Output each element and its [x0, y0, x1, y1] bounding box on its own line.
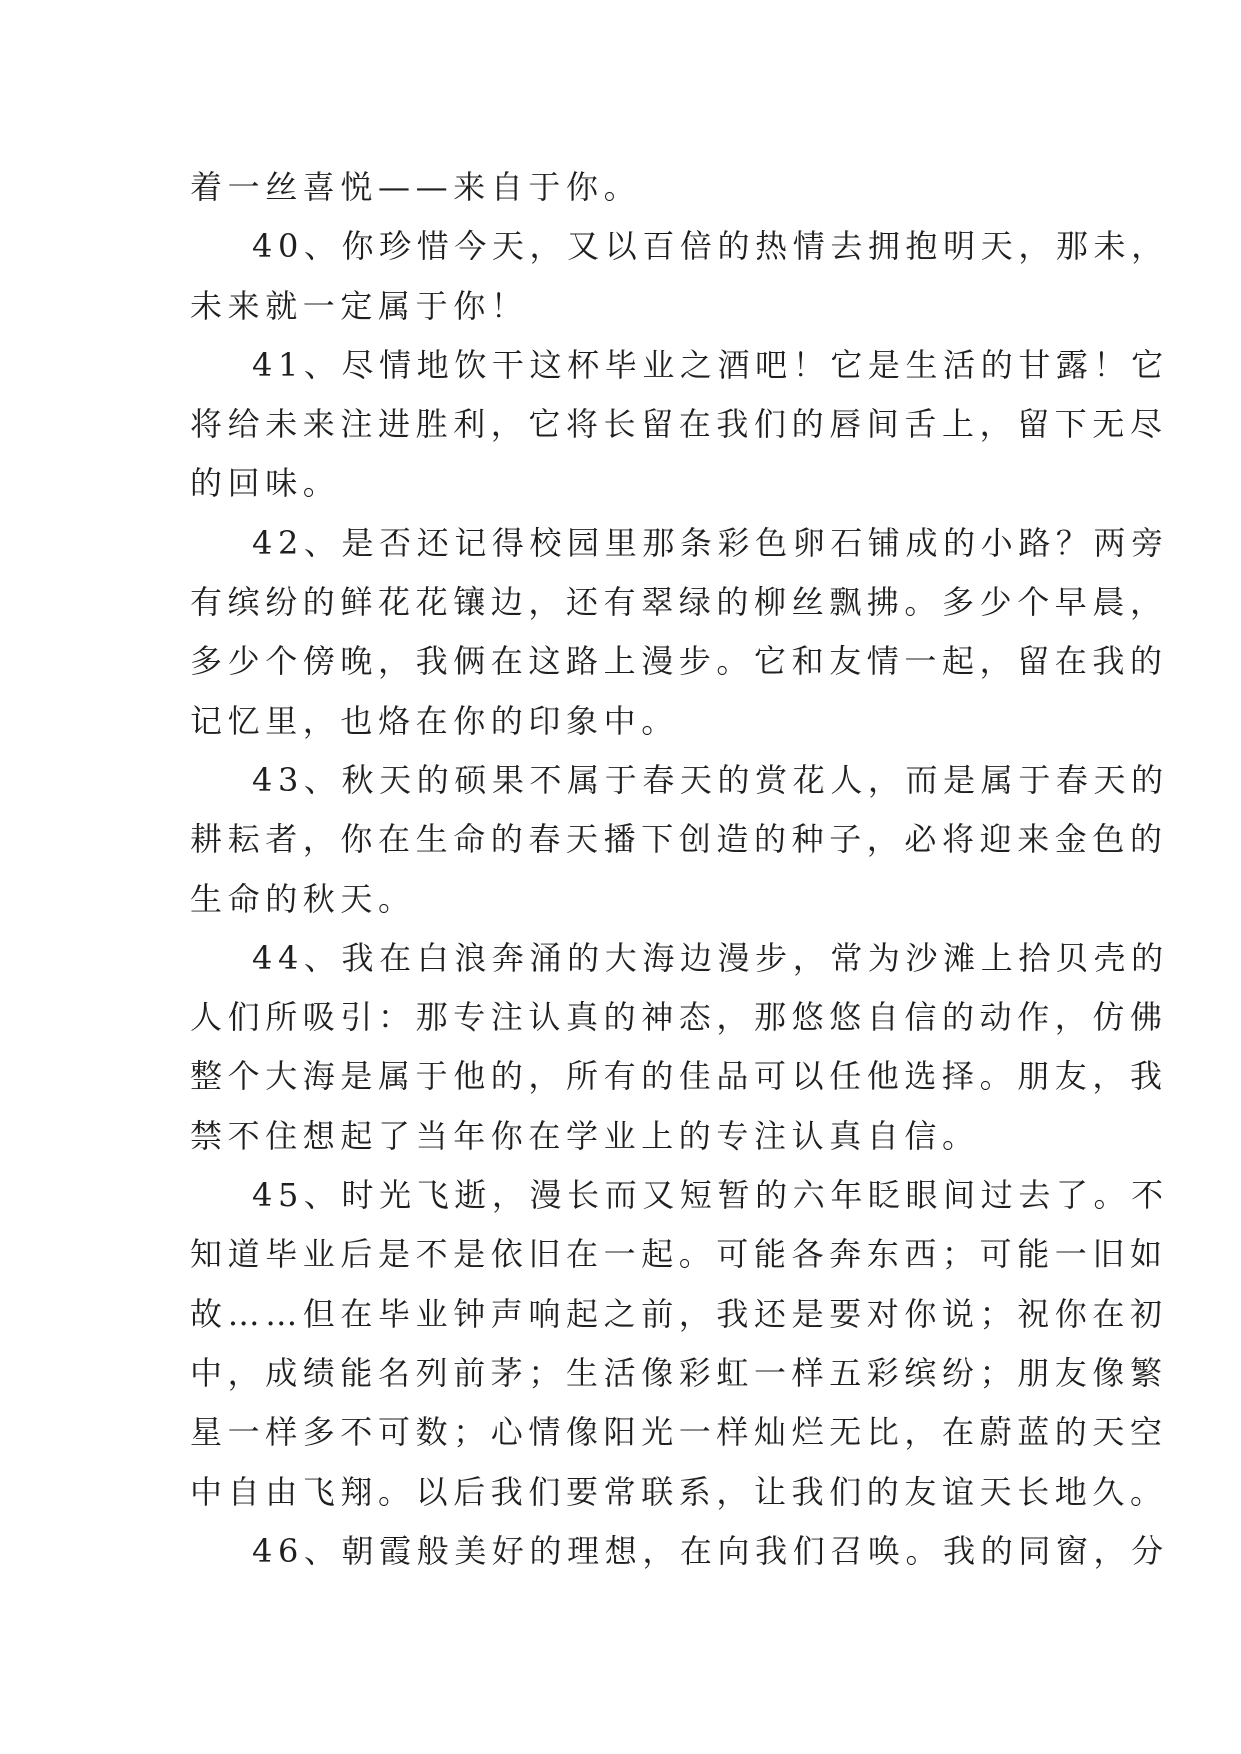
text-line: 45、时光飞逝，漫长而又短暂的六年眨眼间过去了。不 [252, 1176, 1169, 1215]
text-line: 中，成绩能名列前茅；生活像彩虹一样五彩缤纷；朋友像繁 [190, 1353, 1168, 1392]
body-text [190, 158, 1169, 1581]
text-line: 记忆里，也烙在你的印象中。 [190, 701, 679, 740]
text-line: 有缤纷的鲜花花镶边，还有翠绿的柳丝飘拂。多少个早晨， [190, 583, 1168, 622]
text-line: 40、你珍惜今天，又以百倍的热情去拥抱明天，那未， [252, 227, 1169, 266]
text-line: 41、尽情地饮干这杯毕业之酒吧！它是生活的甘露！它 [252, 345, 1169, 384]
text-line: 44、我在白浪奔涌的大海边漫步，常为沙滩上拾贝壳的 [252, 938, 1169, 977]
text-line: 星一样多不可数；心情像阳光一样灿烂无比，在蔚蓝的天空 [190, 1413, 1168, 1452]
text-line: 中自由飞翔。以后我们要常联系，让我们的友谊天长地久。 [190, 1472, 1168, 1511]
text-line: 耕耘者，你在生命的春天播下创造的种子，必将迎来金色的 [190, 820, 1168, 859]
text-line: 多少个傍晚，我俩在这路上漫步。它和友情一起，留在我的 [190, 642, 1168, 681]
text-line: 着一丝喜悦——来自于你。 [190, 168, 642, 206]
text-line: 知道毕业后是不是依旧在一起。可能各奔东西；可能一旧如 [190, 1235, 1168, 1274]
text-line: 禁不住想起了当年你在学业上的专注认真自信。 [190, 1116, 980, 1155]
text-line: 42、是否还记得校园里那条彩色卵石铺成的小路？两旁 [252, 523, 1169, 562]
text-line: 人们所吸引：那专注认真的神态，那悠悠自信的动作，仿佛 [190, 998, 1168, 1037]
text-line: 43、秋天的硕果不属于春天的赏花人，而是属于春天的 [252, 760, 1169, 799]
text-line: 故……但在毕业钟声响起之前，我还是要对你说；祝你在初 [190, 1294, 1168, 1333]
text-line: 的回味。 [190, 464, 341, 503]
text-line: 整个大海是属于他的，所有的佳品可以任他选择。朋友，我 [190, 1057, 1168, 1096]
text-line: 未来就一定属于你！ [190, 286, 529, 325]
text-line: 生命的秋天。 [190, 879, 416, 918]
text-line: 46、朝霞般美好的理想，在向我们召唤。我的同窗，分 [252, 1531, 1169, 1570]
text-line: 将给未来注进胜利，它将长留在我们的唇间舌上，留下无尽 [190, 405, 1168, 444]
